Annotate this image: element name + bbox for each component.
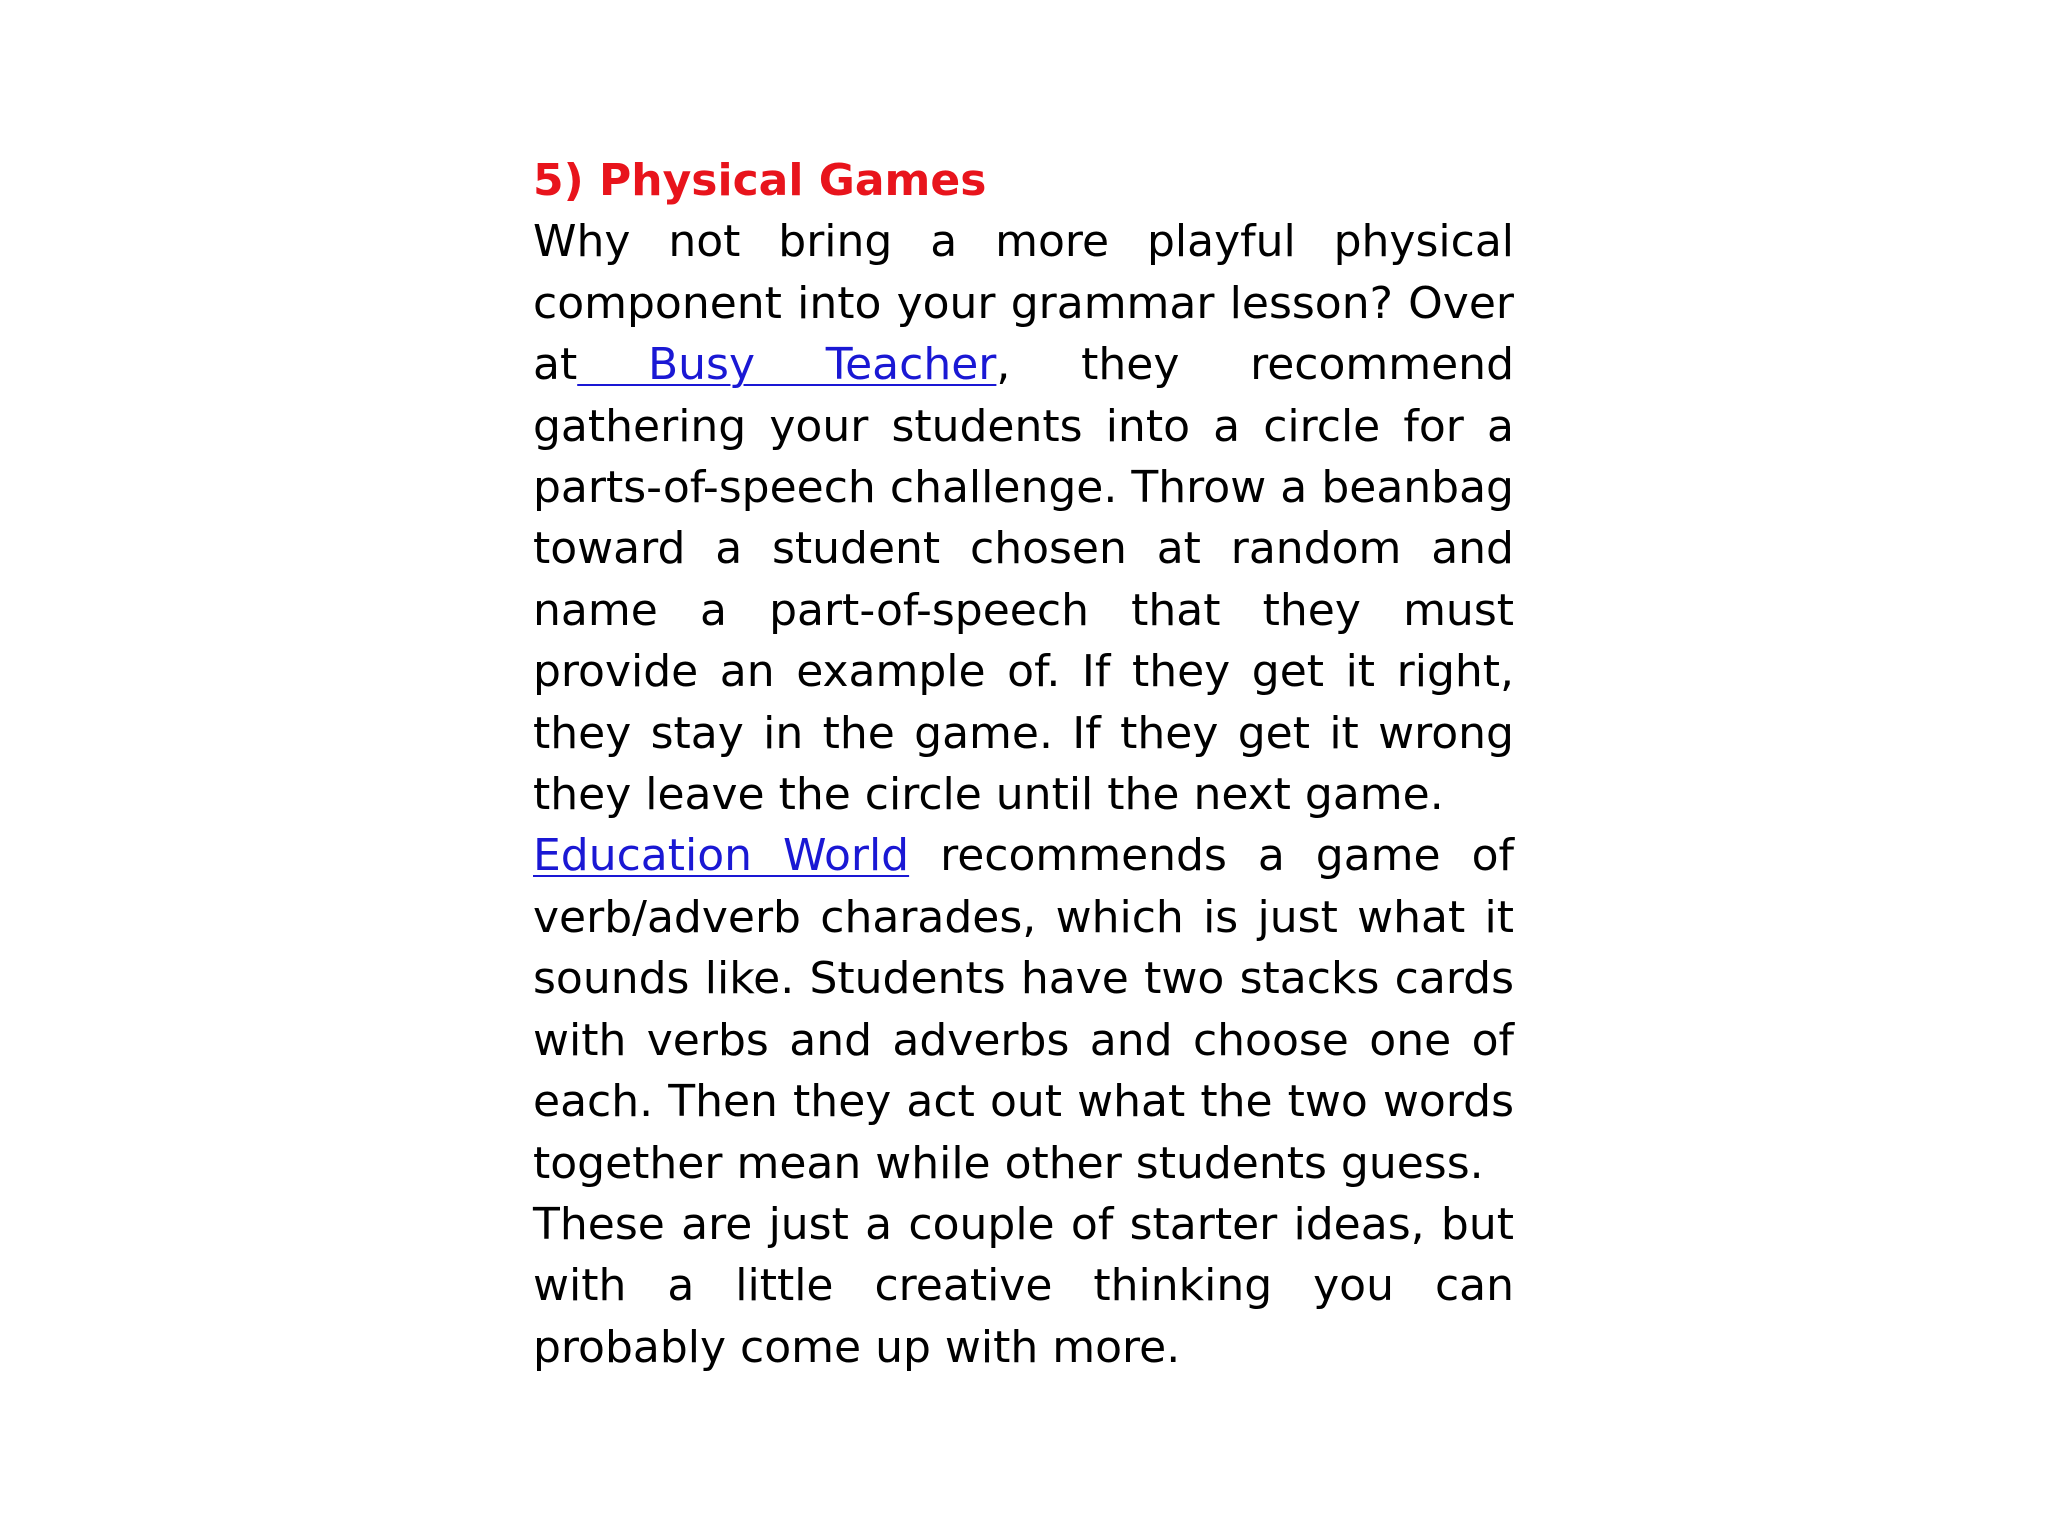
paragraph-text: recommends a game of verb/adverb charades, which is just what it sounds like. Students have two stacks cards with verbs and adverbs and choose one of each. Then they act out what the two words together mean while other students guess. [533,830,1514,1189]
section-heading: 5) Physical Games [533,155,987,206]
paragraph-text: , they recommend gathering your students into a circle for a parts-of-speech challenge. Throw a beanbag toward a student chosen at random and name a part-of-speech that they must provide an example of. If they get it right, they stay in the game. If they get it wrong they leave the circle until the next game. [533,339,1514,821]
busy-teacher-link[interactable]: Busy Teacher [577,339,997,391]
paragraph-closing: These are just a couple of starter ideas, but with a little creative thinking you can probably come up with more. [533,1198,1514,1373]
slide-content [533,150,1514,1378]
education-world-link[interactable]: Education World [533,830,910,882]
paragraph-education-world [533,825,1514,1193]
paragraph-busy-teacher [533,211,1514,825]
paragraph-text: Why not bring a more playful physical component into your grammar lesson? Over at [533,216,1514,391]
